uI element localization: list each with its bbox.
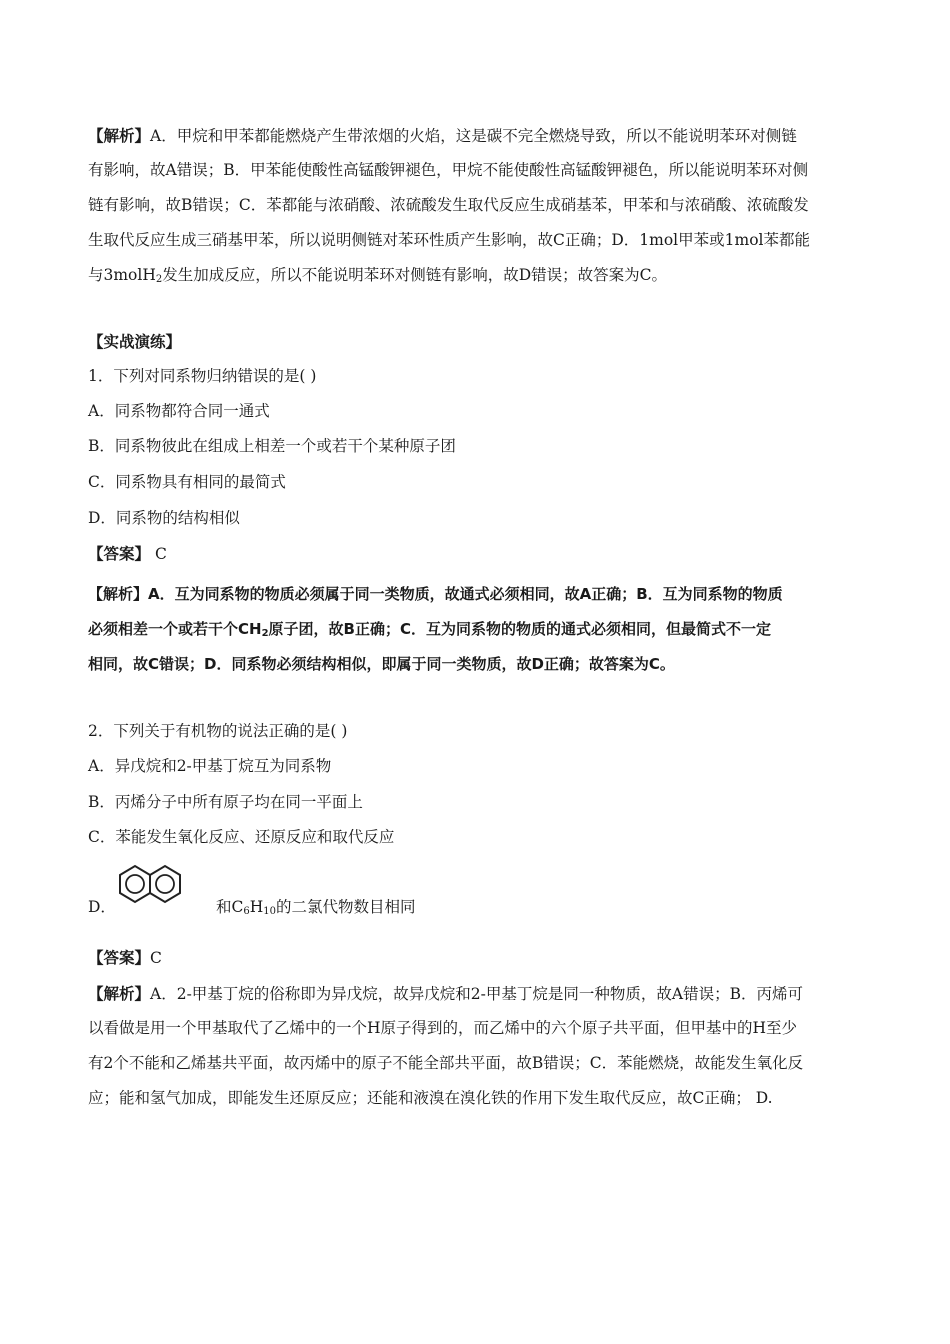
q1-option-d: D．同系物的结构相似 (88, 509, 240, 527)
section-title: 【实战演练】 (88, 332, 182, 351)
text-fragment: 原子团，故B正确；C．互为同系物的物质的通式必须相同，但最简式不一定 (268, 620, 771, 638)
subscript: 10 (263, 906, 277, 917)
text-fragment: 和C (216, 898, 244, 916)
text-fragment: 的二氯代物数目相同 (276, 898, 416, 916)
q2-option-a: A．异戊烷和2-甲基丁烷互为同系物 (88, 757, 332, 775)
q2-option-b: B．丙烯分子中所有原子均在同一平面上 (88, 793, 363, 811)
q1-option-b: B．同系物彼此在组成上相差一个或若干个某种原子团 (88, 437, 456, 455)
text-fragment: 发生加成反应，所以不能说明苯环对侧链有影响，故D错误；故答案为C。 (162, 266, 668, 284)
text-line: 应；能和氢气加成，即能发生还原反应；还能和液溴在溴化铁的作用下发生取代反应，故C正确； D. (88, 1089, 773, 1107)
text-fragment: H (249, 898, 264, 916)
analysis-text: A．2-甲基丁烷的俗称即为异戊烷，故异戊烷和2-甲基丁烷是同一种物质，故A错误；B．丙烯可 (150, 985, 803, 1003)
text-line: 相同，故C错误；D．同系物必须结构相似，即属于同一类物质，故D正确；故答案为C。 (88, 655, 675, 673)
text-fragment: 必须相差一个或若干个CH (88, 620, 262, 638)
q1-answer (88, 542, 167, 566)
q2-stem: 2．下列关于有机物的说法正确的是( ) (88, 722, 348, 740)
analysis-label: 【解析】 (88, 126, 151, 145)
analysis-text: A．甲烷和甲苯都能燃烧产生带浓烟的火焰，这是碳不完全燃烧导致，所以不能说明苯环对侧链 (150, 127, 797, 145)
q1-analysis (88, 577, 868, 682)
answer-value: C (150, 545, 167, 563)
text-line (88, 118, 868, 153)
q2-option-c: C．苯能发生氧化反应、还原反应和取代反应 (88, 828, 395, 846)
text-line: 链有影响，故B错误；C．苯都能与浓硝酸、浓硫酸发生取代反应生成硝基苯，甲苯和与浓硝酸、浓硫酸发 (88, 196, 809, 214)
text-line (88, 577, 868, 612)
text-line (88, 258, 868, 293)
q1-option-a: A．同系物都符合同一通式 (88, 402, 270, 420)
q2-option-d-label: D． (88, 898, 116, 916)
analysis-text: A．互为同系物的物质必须属于同一类物质，故通式必须相同，故A正确；B．互为同系物的物质 (148, 585, 783, 603)
q1-stem: 1．下列对同系物归纳错误的是( ) (88, 367, 317, 385)
q2-answer (88, 946, 162, 970)
q1-option-c: C．同系物具有相同的最简式 (88, 473, 286, 491)
q2-analysis (88, 976, 868, 1116)
text-line: 有影响，故A错误；B．甲苯能使酸性高锰酸钾褪色，甲烷不能使酸性高锰酸钾褪色，所以能说明苯环对侧 (88, 161, 809, 179)
subscript: 6 (243, 906, 250, 917)
text-fragment: 与3molH (88, 266, 156, 284)
text-line (88, 612, 868, 647)
answer-value: C (150, 949, 162, 967)
analysis-label: 【解析】 (88, 585, 149, 603)
subscript: 2 (155, 274, 163, 285)
text-line: 生取代反应生成三硝基甲苯，所以说明侧链对苯环性质产生影响，故C正确；D．1mol甲苯或1mol苯都能 (88, 231, 810, 249)
answer-label: 【答案】 (88, 948, 151, 967)
q2-option-d-text (216, 895, 416, 919)
intro-analysis (88, 118, 868, 293)
naphthalene-structure (114, 862, 198, 912)
text-line: 有2个不能和乙烯基共平面，故丙烯中的原子不能全部共平面，故B错误；C．苯能燃烧，故能发生氧化反 (88, 1054, 804, 1072)
text-line: 以看做是用一个甲基取代了乙烯中的一个H原子得到的，而乙烯中的六个原子共平面，但甲基中的H至少 (88, 1019, 798, 1037)
answer-label: 【答案】 (88, 544, 151, 563)
analysis-label: 【解析】 (88, 984, 151, 1003)
subscript: 2 (261, 628, 269, 639)
text-line (88, 976, 868, 1011)
